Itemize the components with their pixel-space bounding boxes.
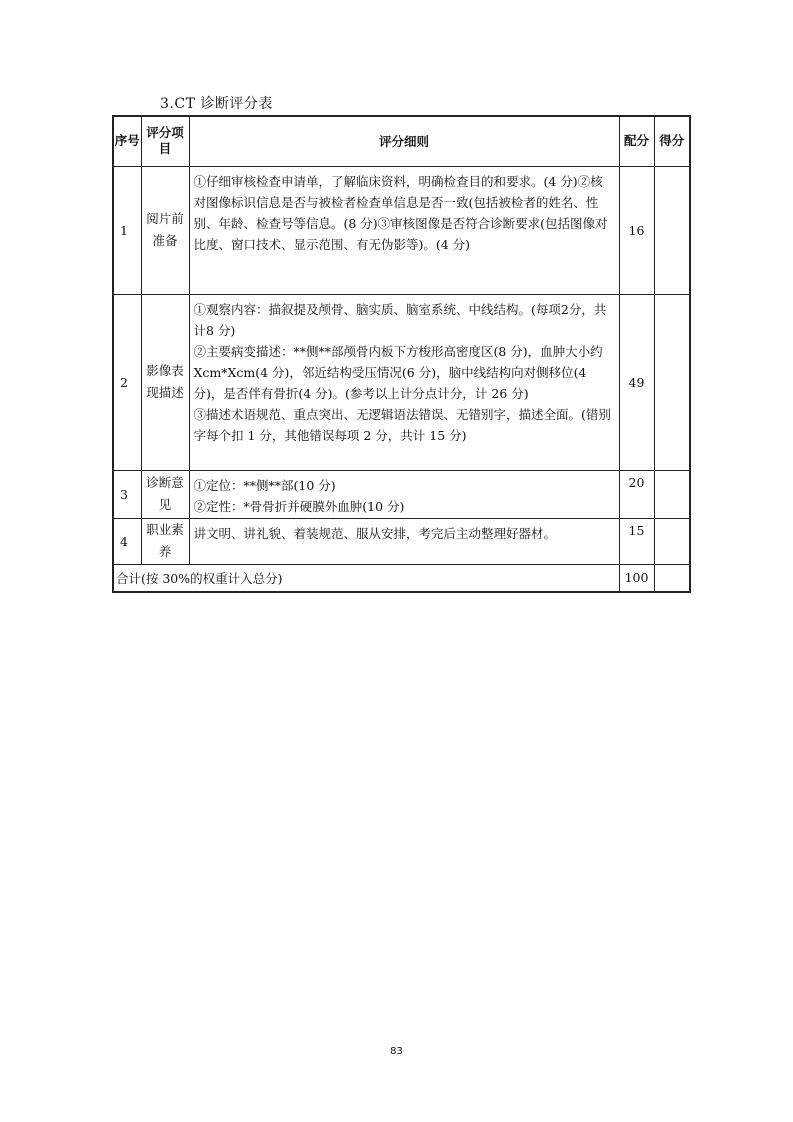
- table-header-row: [113, 116, 690, 166]
- row-item: 职业素养: [141, 518, 189, 564]
- row-item: 诊断意见: [141, 470, 189, 518]
- detail-line: ②定性：*骨骨折并硬膜外血肿(10 分): [193, 498, 405, 514]
- scoring-table: [112, 115, 691, 593]
- row-score-cell[interactable]: [654, 470, 690, 518]
- total-row: [113, 564, 690, 592]
- row-item: 阅片前准备: [141, 166, 189, 294]
- row-no: 2: [113, 294, 141, 470]
- page-number: 83: [390, 1046, 403, 1057]
- row-score-cell[interactable]: [654, 166, 690, 294]
- detail-line: ③描述术语规范、重点突出、无逻辑语法错误、无错别字，描述全面。(错别字每个扣 1 分，其他错误每项 2 分，共计 15 分): [193, 406, 611, 443]
- row-points: 15: [619, 518, 654, 564]
- row-points: 16: [619, 166, 654, 294]
- row-no: 1: [113, 166, 141, 294]
- total-points: 100: [619, 564, 654, 592]
- detail-line: ①观察内容：描叙提及颅骨、脑实质、脑室系统、中线结构。(每项2分，共计8 分): [193, 301, 607, 338]
- header-points: 配分: [619, 116, 654, 166]
- row-no: 3: [113, 470, 141, 518]
- total-label: 合计(按 30%的权重计入总分): [113, 564, 619, 592]
- row-detail: 讲文明、讲礼貌、着装规范、服从安排，考完后主动整理好器材。: [189, 518, 619, 564]
- row-points: 49: [619, 294, 654, 470]
- table-row: [113, 166, 690, 294]
- header-item: 评分项目: [141, 116, 189, 166]
- row-no: 4: [113, 518, 141, 564]
- header-no: 序号: [113, 116, 141, 166]
- detail-line: ②主要病变描述：**侧**部颅骨内板下方梭形高密度区(8 分)，血肿大小约 Xcm*Xcm(4 分)，邻近结构受压情况(6 分)，脑中线结构向对侧移位(4 分)，是否伴有骨折(4 分)。(参考以上计分点计分，计 26 分): [193, 343, 603, 401]
- table-row: [113, 294, 690, 470]
- document-title: 3.CT 诊断评分表: [160, 96, 273, 112]
- row-detail: [189, 294, 619, 470]
- row-detail: [189, 470, 619, 518]
- header-score: 得分: [654, 116, 690, 166]
- row-detail: ①仔细审核检查申请单，了解临床资料，明确检查目的和要求。(4 分)②核对图像标识信息是否与被检者检查单信息是否一致(包括被检者的姓名、性别、年龄、检查号等信息。(8 分)③审核图像是否符合诊断要求(包括图像对比度、窗口技术、显示范围、有无伪影等)。(4 分): [189, 166, 619, 294]
- detail-line: ①定位：**侧**部(10 分): [193, 477, 336, 493]
- row-score-cell[interactable]: [654, 518, 690, 564]
- header-detail: 评分细则: [189, 116, 619, 166]
- row-score-cell[interactable]: [654, 294, 690, 470]
- row-item: 影像表现描述: [141, 294, 189, 470]
- table-row: [113, 518, 690, 564]
- total-score-cell[interactable]: [654, 564, 690, 592]
- table-row: [113, 470, 690, 518]
- row-points: 20: [619, 470, 654, 518]
